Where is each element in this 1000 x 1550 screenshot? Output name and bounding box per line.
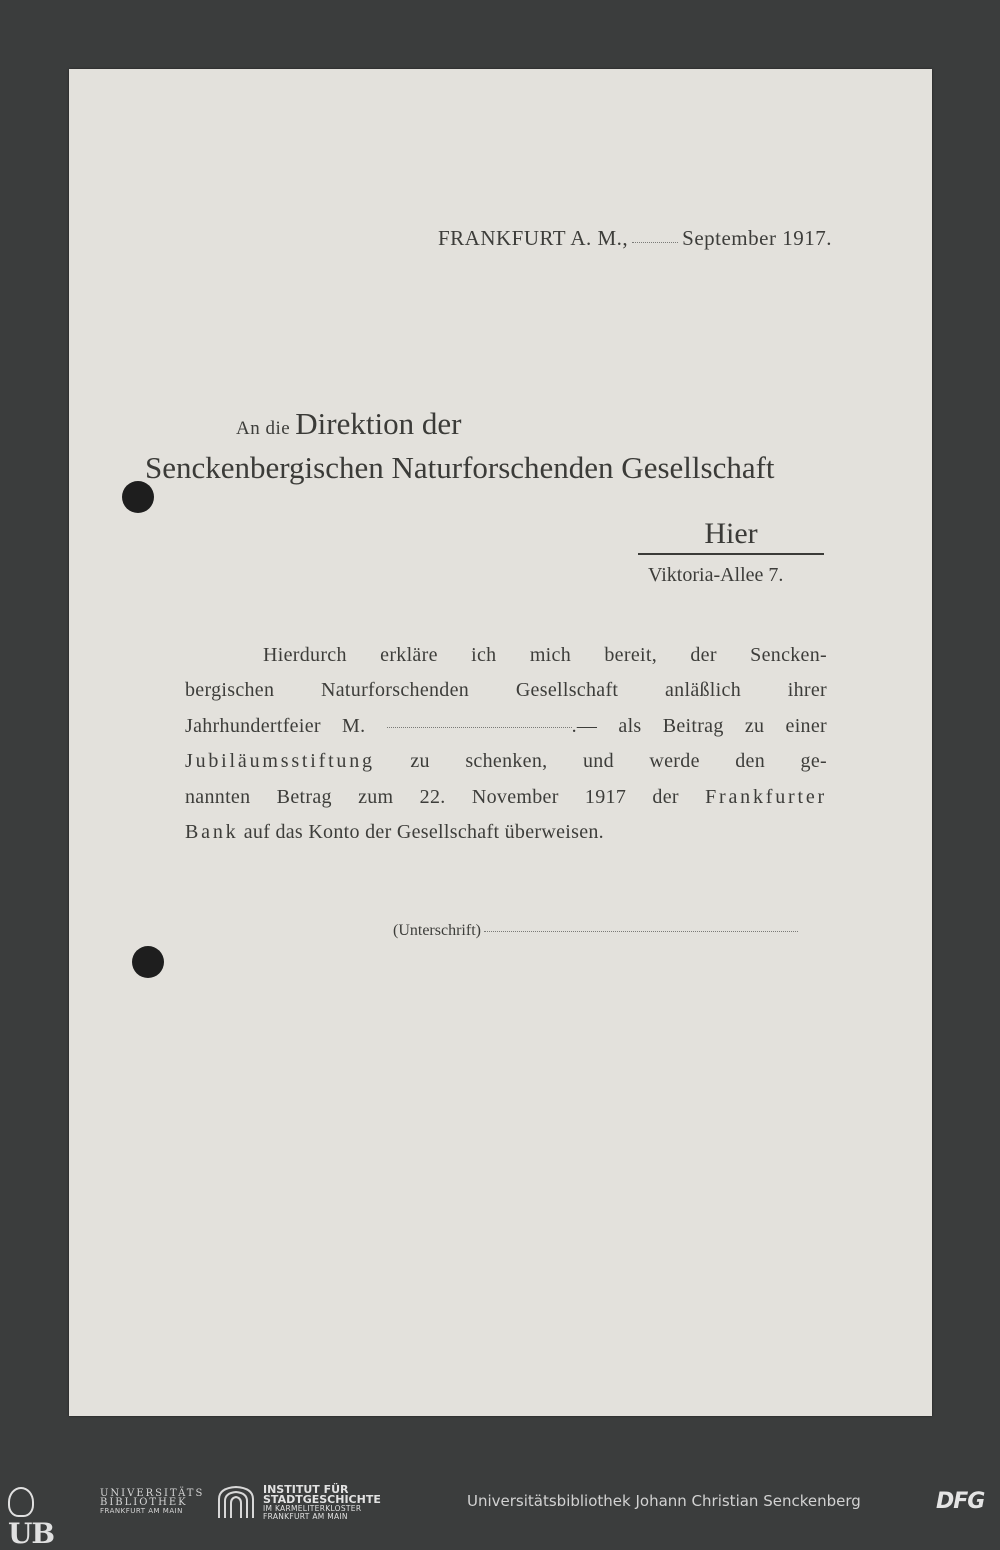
text-line [185, 744, 827, 779]
address-street: Viktoria-Allee 7. [648, 564, 784, 586]
date-line [438, 226, 832, 251]
text-line [185, 780, 827, 815]
document-page [69, 69, 932, 1416]
text-fragment: auf das Konto der Gesellschaft überweisen. [238, 821, 604, 844]
ifs-logo [216, 1482, 416, 1524]
library-caption: Universitätsbibliothek Johann Christian Senckenberg [467, 1492, 861, 1510]
text-fragment-spaced: Bank [185, 821, 239, 844]
address-recipient: Direktion der [295, 406, 462, 441]
ub-logo [8, 1487, 205, 1550]
punch-hole-lower [132, 946, 164, 978]
declaration-text [185, 638, 827, 850]
ub-mark-text: UB [8, 1517, 55, 1550]
text-fragment: Jahrhundertfeier M. [185, 714, 366, 737]
ub-mark [8, 1487, 68, 1550]
punch-hole-upper [122, 481, 154, 513]
gothic-arch-icon [216, 1485, 256, 1519]
signature-blank [484, 931, 798, 932]
text-line-amount [185, 709, 827, 744]
text-fragment: zu schenken, und werde den ge- [374, 750, 827, 773]
footer-bar [0, 1477, 1000, 1550]
ifs-line-2: STADTGESCHICHTE [263, 1493, 381, 1506]
ub-line-1: UNIVERSITÄTS [100, 1488, 205, 1499]
text-fragment: nannten Betrag zum 22. November 1917 der [185, 785, 706, 808]
amount-blank [387, 727, 572, 728]
text-fragment-spaced: Jubiläumsstiftung [185, 750, 375, 773]
text-line [185, 815, 827, 850]
address-line-1 [236, 406, 461, 442]
address-hier: Hier [638, 517, 824, 555]
ub-line-2: BIBLIOTHEK [100, 1497, 188, 1508]
date-day-blank [632, 242, 678, 243]
signature-label: (Unterschrift) [393, 922, 481, 939]
text-fragment: .— als Beitrag zu einer [571, 714, 827, 737]
place: FRANKFURT A. M., [438, 226, 629, 250]
address-line-2: Senckenbergischen Naturforschenden Gesellschaft [145, 450, 775, 485]
signature-line [393, 922, 798, 940]
date: September 1917. [682, 226, 832, 250]
ub-line-3: FRANKFURT AM MAIN [100, 1507, 183, 1515]
ifs-line-1: INSTITUT FÜR [263, 1483, 349, 1496]
ub-wordmark [100, 1489, 204, 1516]
text-line: bergischen Naturforschenden Gesellschaft anläßlich ihrer [185, 679, 827, 702]
text-line: Hierdurch erkläre ich mich bereit, der Sencken- [263, 644, 827, 666]
head-profile-icon [8, 1487, 34, 1517]
ifs-line-3: IM KARMELITERKLOSTER [263, 1504, 362, 1513]
dfg-logo: DFG [936, 1489, 985, 1514]
text-fragment-spaced: Frankfurter [705, 785, 827, 808]
ifs-wordmark [263, 1485, 381, 1521]
address-prefix: An die [236, 418, 291, 439]
ifs-line-4: FRANKFURT AM MAIN [263, 1512, 348, 1521]
